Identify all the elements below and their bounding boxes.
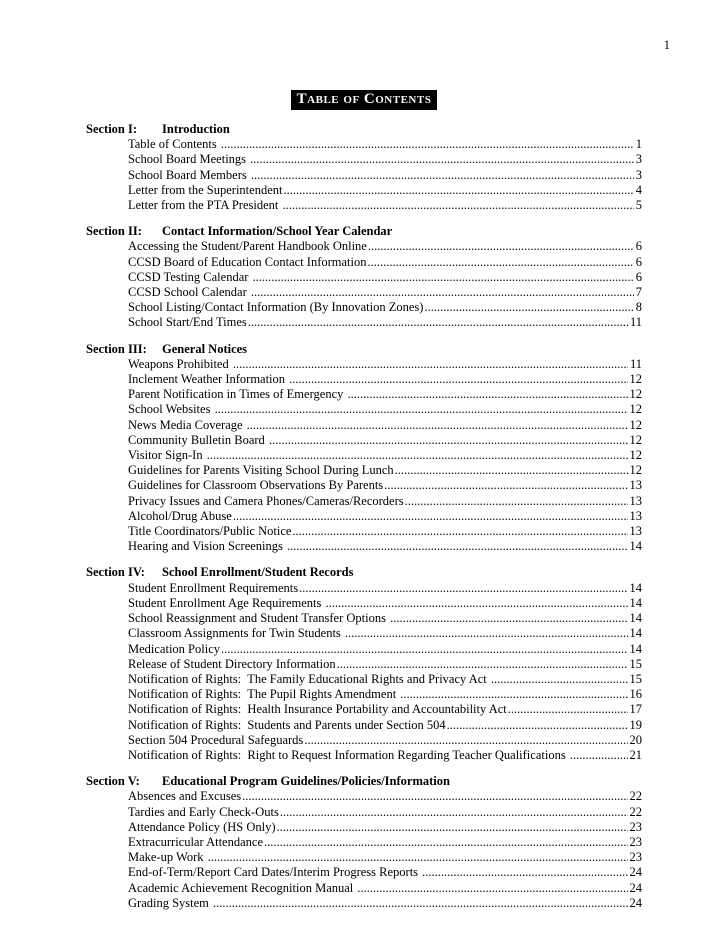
toc-entry[interactable]: [128, 805, 642, 820]
dot-leader: [215, 402, 628, 417]
section-heading: [86, 565, 642, 580]
toc-entry-label: Grading System: [128, 895, 213, 910]
page-number: 1: [663, 38, 670, 52]
dot-leader: [348, 387, 628, 402]
toc-entry[interactable]: [128, 789, 642, 804]
dot-leader: [405, 494, 628, 509]
section-heading: [86, 342, 642, 357]
section-title: Introduction: [162, 122, 230, 136]
toc-entry[interactable]: [128, 418, 642, 433]
dot-leader: [221, 137, 634, 152]
toc-entry[interactable]: [128, 524, 642, 539]
toc-entry-label: Hearing and Vision Screenings: [128, 539, 287, 554]
toc-entry-page: 12: [629, 417, 642, 432]
toc-entry-page: 13: [629, 493, 642, 508]
toc-entry-page: 14: [629, 626, 642, 641]
toc-entry-label: Classroom Assignments for Twin Students: [128, 626, 344, 641]
dot-leader: [264, 835, 628, 850]
toc-entry[interactable]: [128, 448, 642, 463]
dot-leader: [208, 850, 628, 865]
toc-entry-page: 13: [629, 524, 642, 539]
title-row: [86, 90, 642, 110]
toc-entry-page: 14: [629, 539, 642, 554]
toc-entry-page: 21: [629, 747, 642, 762]
dot-leader: [384, 478, 627, 493]
dot-leader: [345, 626, 628, 641]
toc-entry-page: 12: [629, 372, 642, 387]
toc-entry-page: 7: [635, 285, 642, 300]
dot-leader: [368, 255, 634, 270]
toc-entry-page: 20: [629, 732, 642, 747]
dot-leader: [422, 865, 627, 880]
toc-entry-label: Letter from the PTA President: [128, 198, 282, 213]
dot-leader: [213, 896, 627, 911]
toc-entry-label: Table of Contents: [128, 137, 220, 152]
toc-entry-page: 13: [629, 478, 642, 493]
toc-entry[interactable]: [128, 748, 642, 763]
toc-entry-page: 24: [629, 880, 642, 895]
toc-entry-label: Guidelines for Classroom Observations By Parents: [128, 478, 384, 493]
dot-leader: [304, 733, 627, 748]
dot-leader: [280, 805, 628, 820]
toc-section: [86, 774, 642, 911]
page-title: Table of Contents: [291, 90, 438, 110]
toc-entry-page: 15: [629, 671, 642, 686]
toc-entry[interactable]: [128, 733, 642, 748]
dot-leader: [242, 789, 627, 804]
toc-entry[interactable]: [128, 672, 642, 687]
toc-entry[interactable]: [128, 687, 642, 702]
toc-entry-label: Notification of Rights: The Pupil Rights Amendment: [128, 687, 400, 702]
dot-leader: [287, 539, 627, 554]
toc-entry-label: Attendance Policy (HS Only): [128, 819, 276, 834]
toc-entry-page: 3: [635, 152, 642, 167]
toc-entry-page: 12: [629, 402, 642, 417]
toc-entry[interactable]: [128, 463, 642, 478]
toc-entry[interactable]: [128, 611, 642, 626]
section-label: Section III:: [86, 341, 147, 356]
toc-entry[interactable]: [128, 850, 642, 865]
dot-leader: [277, 820, 628, 835]
toc-entry-label: Title Coordinators/Public Notice: [128, 524, 292, 539]
toc-entry-page: 23: [629, 834, 642, 849]
toc-entry-label: Visitor Sign-In: [128, 448, 206, 463]
toc-entry[interactable]: [128, 657, 642, 672]
section-heading: [86, 774, 642, 789]
toc-entry[interactable]: [128, 865, 642, 880]
toc-entry-page: 3: [635, 167, 642, 182]
toc-entry-page: 14: [629, 580, 642, 595]
toc-entry[interactable]: [128, 718, 642, 733]
toc-entry-page: 6: [635, 239, 642, 254]
toc-entry-label: Parent Notification in Times of Emergency: [128, 387, 347, 402]
section-label: Section IV:: [86, 565, 145, 580]
toc-entry-page: 17: [629, 702, 642, 717]
toc-entry[interactable]: [128, 581, 642, 596]
section-label: Section II:: [86, 224, 142, 239]
dot-leader: [292, 524, 627, 539]
toc-entry-label: CCSD Testing Calendar: [128, 269, 252, 284]
toc-entry-label: Extracurricular Attendance: [128, 834, 263, 849]
toc-entry-label: School Reassignment and Student Transfer Options: [128, 611, 390, 626]
dot-leader: [251, 168, 634, 183]
toc-entry-label: Notification of Rights: Students and Parents under Section 504: [128, 717, 446, 732]
toc-entry-page: 6: [635, 254, 642, 269]
section-heading: [86, 122, 642, 137]
toc-entry-page: 8: [635, 300, 642, 315]
section-title: Educational Program Guidelines/Policies/Information: [162, 774, 450, 789]
toc-entry-label: Weapons Prohibited: [128, 356, 232, 371]
toc-sections: [86, 122, 642, 911]
dot-leader: [233, 357, 628, 372]
section-entries: [86, 789, 642, 911]
toc-entry-page: 4: [635, 182, 642, 197]
section-entries: [86, 239, 642, 330]
dot-leader: [233, 509, 628, 524]
dot-leader: [253, 270, 634, 285]
toc-entry[interactable]: [128, 702, 642, 717]
toc-entry[interactable]: [128, 300, 642, 315]
toc-entry-page: 14: [629, 611, 642, 626]
dot-leader: [570, 748, 628, 763]
dot-leader: [282, 198, 633, 213]
toc-entry[interactable]: [128, 642, 642, 657]
toc-entry[interactable]: [128, 168, 642, 183]
dot-leader: [390, 611, 627, 626]
dot-leader: [447, 718, 628, 733]
toc-entry-label: Accessing the Student/Parent Handbook Online: [128, 239, 367, 254]
toc-entry-label: Tardies and Early Check-Outs: [128, 804, 279, 819]
dot-leader: [508, 702, 628, 717]
toc-entry[interactable]: [128, 820, 642, 835]
dot-leader: [368, 239, 634, 254]
toc-entry[interactable]: [128, 539, 642, 554]
dot-leader: [491, 672, 628, 687]
toc-entry-label: School Listing/Contact Information (By Innovation Zones): [128, 300, 424, 315]
toc-entry[interactable]: [128, 357, 642, 372]
toc-entry-page: 12: [629, 432, 642, 447]
dot-leader: [250, 152, 634, 167]
toc-entry-label: Alcohol/Drug Abuse: [128, 508, 232, 523]
section-label: Section V:: [86, 774, 140, 789]
section-entries: [86, 137, 642, 213]
toc-entry-label: CCSD School Calendar: [128, 285, 250, 300]
toc-entry-page: 11: [629, 315, 642, 330]
toc-entry-label: CCSD Board of Education Contact Information: [128, 254, 367, 269]
toc-entry-label: Release of Student Directory Information: [128, 656, 336, 671]
toc-entry[interactable]: [128, 137, 642, 152]
toc-entry[interactable]: [128, 896, 642, 911]
toc-entry-label: Letter from the Superintendent: [128, 182, 283, 197]
toc-entry-page: 12: [629, 387, 642, 402]
toc-entry[interactable]: [128, 239, 642, 254]
toc-entry-page: 15: [629, 656, 642, 671]
toc-entry[interactable]: [128, 402, 642, 417]
toc-entry-label: Absences and Excuses: [128, 789, 242, 804]
toc-entry-page: 14: [629, 595, 642, 610]
toc-entry[interactable]: [128, 835, 642, 850]
toc-entry-page: 24: [629, 895, 642, 910]
section-title: General Notices: [162, 341, 248, 356]
toc-entry-page: 11: [629, 356, 642, 371]
toc-entry[interactable]: [128, 433, 642, 448]
dot-leader: [299, 581, 627, 596]
toc-entry[interactable]: [128, 596, 642, 611]
dot-leader: [289, 372, 627, 387]
toc-entry-label: Privacy Issues and Camera Phones/Cameras/Recorders: [128, 493, 404, 508]
toc-entry[interactable]: [128, 881, 642, 896]
toc-entry-label: Academic Achievement Recognition Manual: [128, 880, 357, 895]
section-title: Contact Information/School Year Calendar: [162, 224, 393, 239]
toc-entry-label: Community Bulletin Board: [128, 432, 268, 447]
section-title: School Enrollment/Student Records: [162, 565, 354, 580]
toc-section: [86, 224, 642, 330]
toc-section: [86, 565, 642, 763]
toc-entry[interactable]: [128, 494, 642, 509]
toc-entry[interactable]: [128, 626, 642, 641]
toc-entry-page: 24: [629, 865, 642, 880]
toc-entry-page: 13: [629, 508, 642, 523]
dot-leader: [424, 300, 633, 315]
section-label: Section I:: [86, 122, 138, 136]
dot-leader: [269, 433, 628, 448]
toc-entry-page: 22: [629, 789, 642, 804]
toc-entry-page: 19: [629, 717, 642, 732]
toc-entry[interactable]: [128, 198, 642, 213]
toc-entry-label: News Media Coverage: [128, 417, 246, 432]
dot-leader: [400, 687, 627, 702]
toc-section: [86, 342, 642, 555]
toc-section: [86, 122, 642, 213]
toc-entry[interactable]: [128, 270, 642, 285]
toc-entry-label: Section 504 Procedural Safeguards: [128, 732, 304, 747]
dot-leader: [221, 642, 628, 657]
dot-leader: [248, 315, 628, 330]
dot-leader: [337, 657, 628, 672]
toc-entry-label: School Board Members: [128, 167, 250, 182]
toc-entry-page: 14: [629, 641, 642, 656]
toc-entry[interactable]: [128, 387, 642, 402]
toc-entry-label: Make-up Work: [128, 850, 207, 865]
toc-entry-page: 16: [629, 687, 642, 702]
dot-leader: [357, 881, 627, 896]
section-heading: [86, 224, 642, 239]
toc-entry-page: 22: [629, 804, 642, 819]
dot-leader: [247, 418, 628, 433]
toc-entry[interactable]: [128, 372, 642, 387]
dot-leader: [326, 596, 628, 611]
toc-entry[interactable]: [128, 509, 642, 524]
toc-entry-label: Inclement Weather Information: [128, 372, 289, 387]
toc-entry-page: 1: [635, 137, 642, 152]
toc-entry-page: 5: [635, 198, 642, 213]
toc-entry[interactable]: [128, 255, 642, 270]
dot-leader: [207, 448, 628, 463]
dot-leader: [251, 285, 634, 300]
toc-entry[interactable]: [128, 152, 642, 167]
toc-entry-label: Student Enrollment Age Requirements: [128, 595, 325, 610]
toc-entry-page: 23: [629, 850, 642, 865]
toc-entry-label: School Websites: [128, 402, 214, 417]
toc-entry-label: End-of-Term/Report Card Dates/Interim Progress Reports: [128, 865, 422, 880]
toc-entry-label: Student Enrollment Requirements: [128, 580, 299, 595]
toc-entry[interactable]: [128, 478, 642, 493]
dot-leader: [395, 463, 628, 478]
toc-entry-label: School Start/End Times: [128, 315, 247, 330]
toc-entry-label: Guidelines for Parents Visiting School During Lunch: [128, 463, 394, 478]
dot-leader: [283, 183, 633, 198]
toc-entry-label: Notification of Rights: Right to Request Information Regarding Teacher Qualifications: [128, 747, 569, 762]
toc-entry-label: Notification of Rights: The Family Educational Rights and Privacy Act: [128, 671, 490, 686]
toc-entry-label: School Board Meetings: [128, 152, 250, 167]
toc-entry-label: Medication Policy: [128, 641, 220, 656]
toc-entry-page: 12: [629, 463, 642, 478]
toc-entry[interactable]: [128, 315, 642, 330]
toc-entry[interactable]: [128, 285, 642, 300]
toc-entry-page: 23: [629, 819, 642, 834]
toc-entry-label: Notification of Rights: Health Insurance Portability and Accountability Act: [128, 702, 507, 717]
toc-entry[interactable]: [128, 183, 642, 198]
toc-entry-page: 12: [629, 448, 642, 463]
section-entries: [86, 357, 642, 555]
toc-entry-page: 6: [635, 269, 642, 284]
section-entries: [86, 581, 642, 763]
